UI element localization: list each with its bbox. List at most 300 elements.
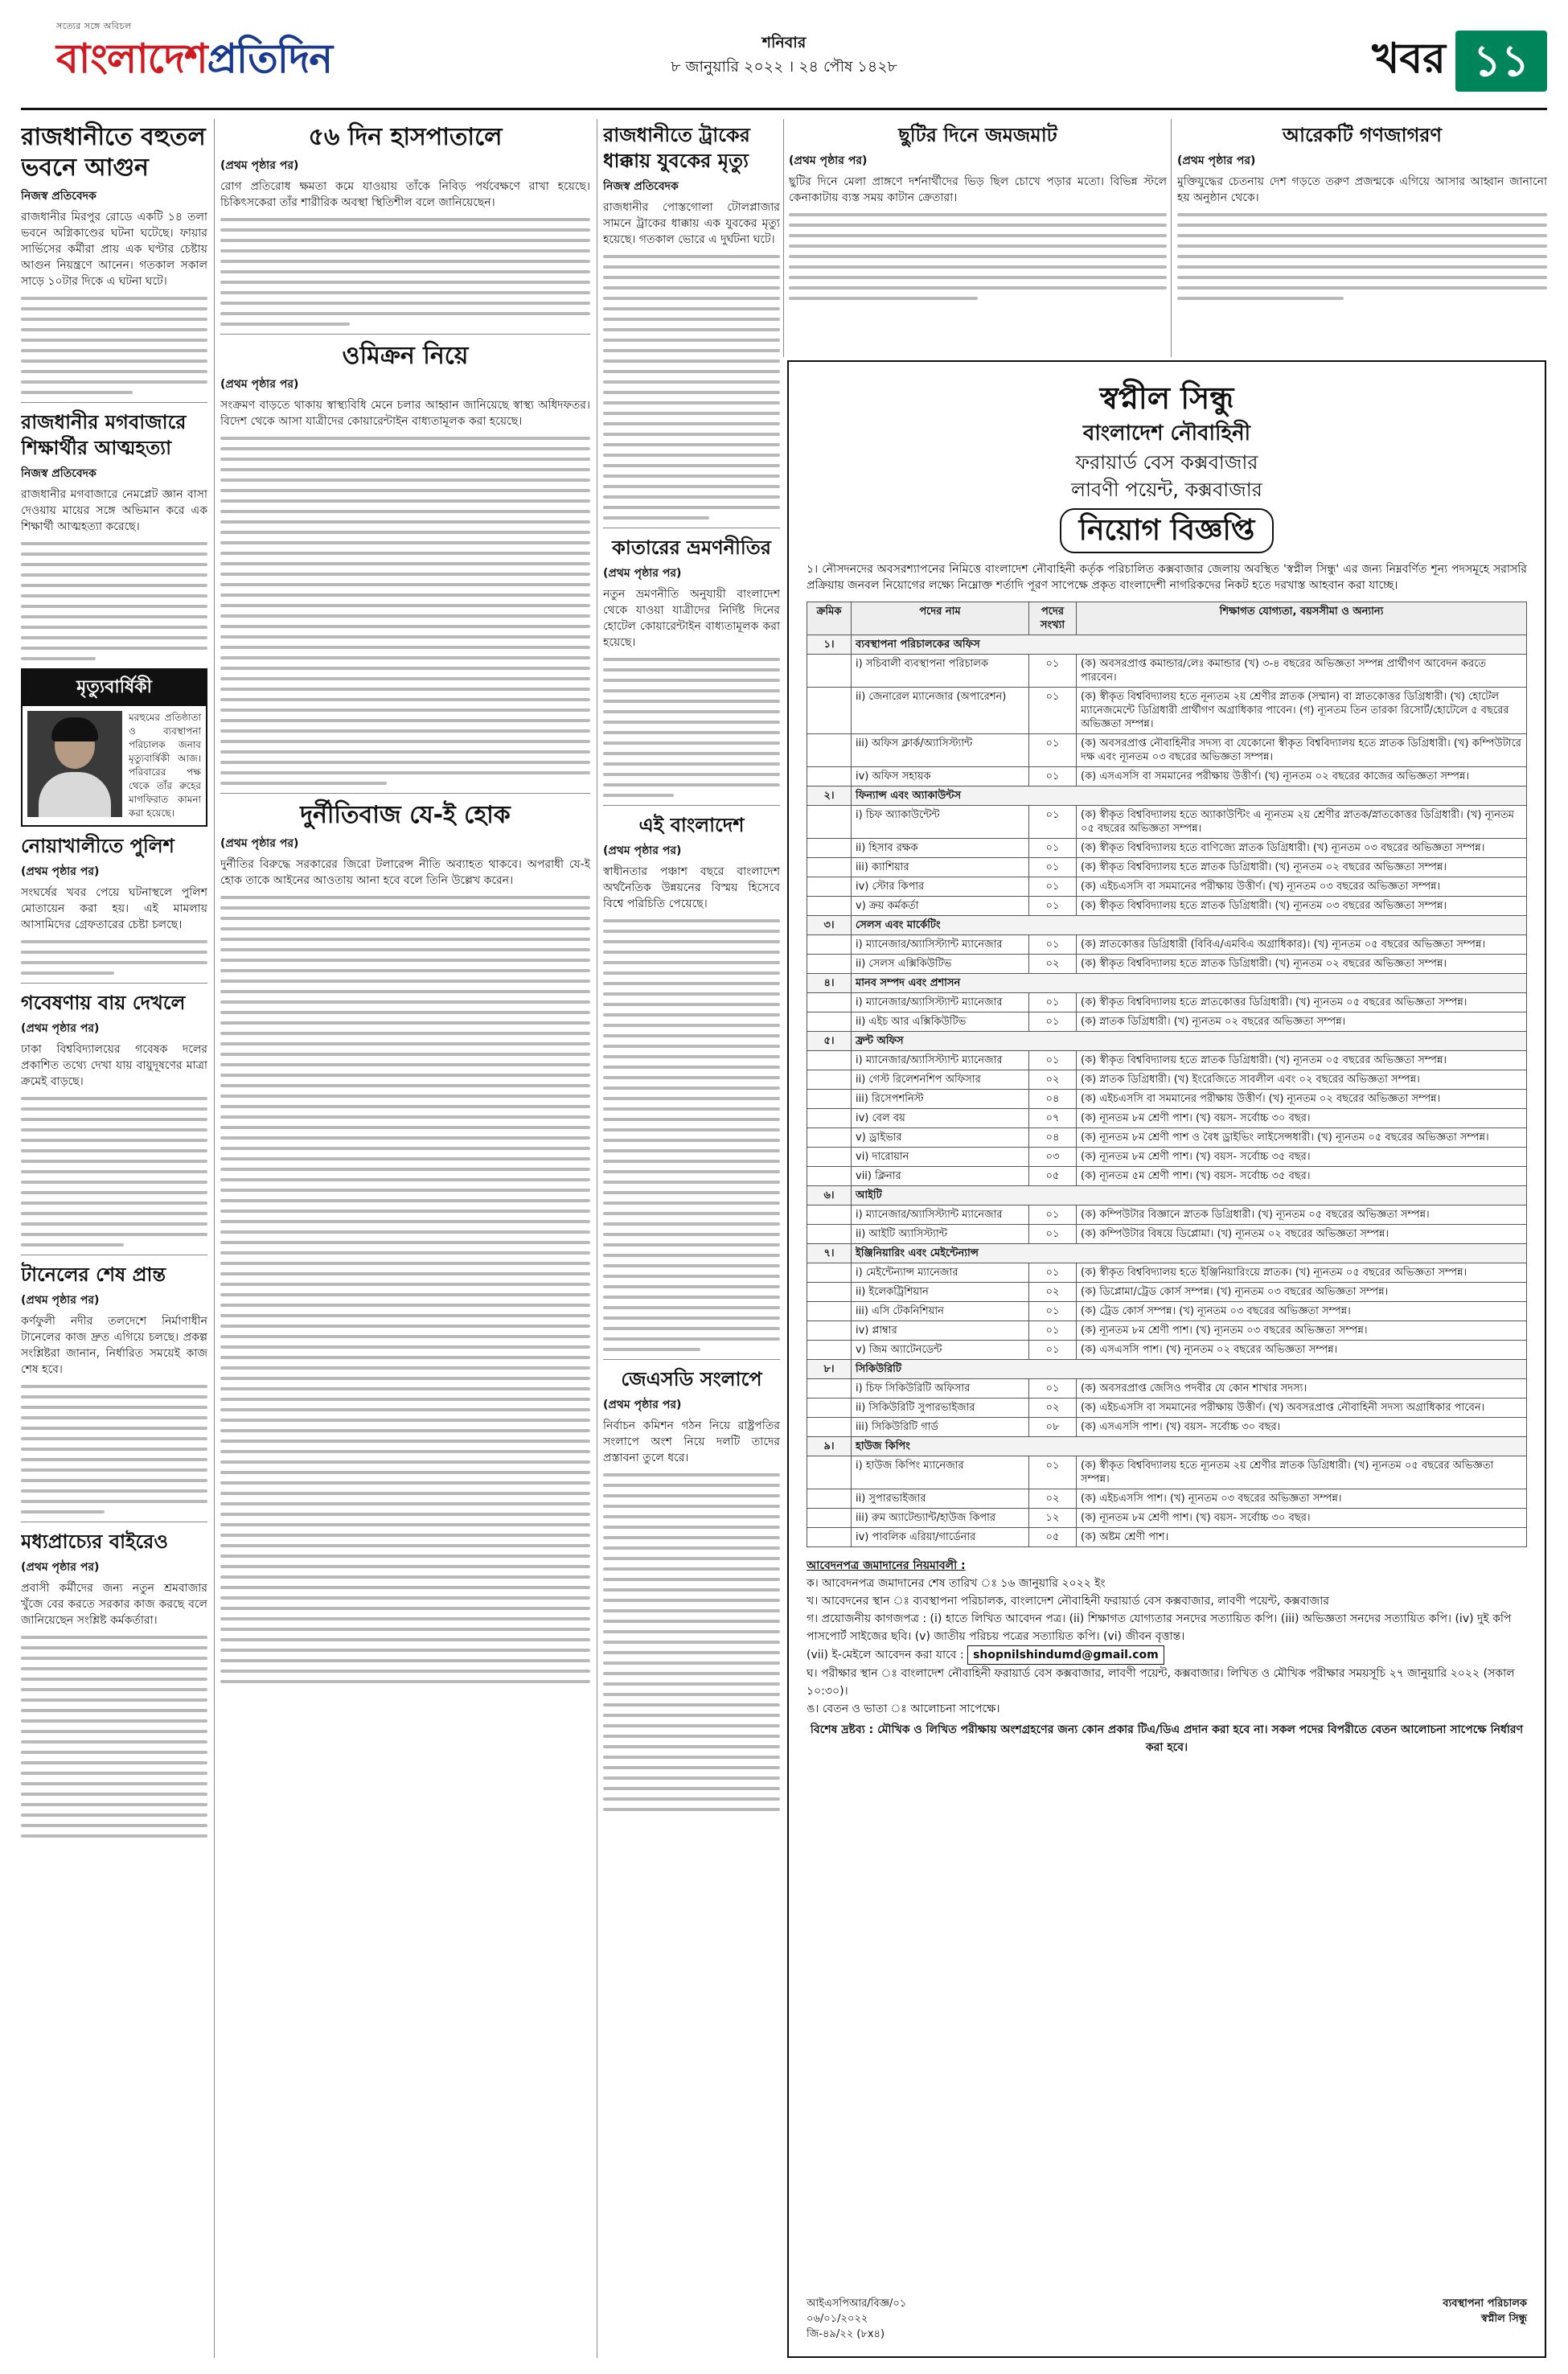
group-serial: ৮। [807,1360,852,1379]
headline: আরেকটি গণজাগরণ [1282,124,1443,146]
article-lead: নির্বাচন কমিশন গঠন নিয়ে রাষ্ট্রপতির সংলাপে অংশ নিয়ে দলটি তাদের প্রস্তাবনা তুলে ধরে। [603,1419,780,1464]
post-name: iv) বেল বয় [852,1109,1029,1128]
obituary-content [23,706,206,825]
article [21,990,207,1247]
post-name: iv) পাবলিক এরিয়া/গার্ডেনার [852,1528,1029,1547]
text-lines [603,1473,780,1811]
post-requirements: (ক) এইচএসসি বা সমমানের পরীক্ষায় উত্তীর্ণ। (খ) ন্যূনতম ০৩ বছরের অভিজ্ঞতা সম্পন্ন। [1077,877,1527,897]
post-name: ii) হিসাব রক্ষক [852,839,1029,858]
special-note: বিশেষ দ্রষ্টব্য : মৌখিক ও লিখিত পরীক্ষায় অংশগ্রহণের জন্য কোন প্রকার টিএ/ডিএ প্রদান করা হবে না। সকল পদের বিপরীতে বেতন আলোচনা সাপেক্ষে নির্ধারণ করা হবে। [810,1723,1524,1754]
group-name: আইটি [852,1186,1527,1205]
post-requirements: (ক) স্বীকৃত বিশ্ববিদ্যালয় হতে স্নাতক ডিগ্রিধারী। (খ) ন্যূনতম ০৫ বছরের অভিজ্ঞতা সম্পন্ন। [1077,1051,1527,1070]
article-lead: সংক্রমণ বাড়তে থাকায় স্বাস্থ্যবিধি মেনে চলার আহ্বান জানিয়েছে স্বাস্থ্য অধিদফতর। বিদেশ থেকে আসা যাত্রীদের কোয়ারেন্টাইন বাধ্যতামূলক করা হয়েছে। [220,399,590,428]
post-count: ০১ [1029,688,1077,734]
ad-ref-code: জি-৪৯/২২ (৮x৪) [807,2328,885,2340]
row-serial [807,1341,852,1360]
issue-date: ৮ জানুয়ারি ২০২২ । ২৪ পৌষ ১৪২৮ [671,58,897,76]
post-count: ০১ [1029,1456,1077,1489]
vacancy-row [807,1418,1527,1437]
byline: (প্রথম পৃষ্ঠার পর) [21,865,100,878]
row-serial [807,1283,852,1302]
vacancy-table-body [807,635,1527,1547]
column-2 [220,119,590,2358]
post-count: ০৮ [1029,1418,1077,1437]
vacancy-row [807,655,1527,688]
byline: (প্রথম পৃষ্ঠার পর) [220,837,299,850]
row-serial [807,1263,852,1283]
post-requirements: (ক) স্বীকৃত বিশ্ববিদ্যালয় হতে স্নাতকোত্তর ডিগ্রিধারী। (খ) ন্যূনতম ০৫ বছরের অভিজ্ঞতা সম্পন্ন। [1077,993,1527,1012]
vacancy-row [807,688,1527,734]
byline: (প্রথম পৃষ্ঠার পর) [789,154,868,167]
vacancy-table-header [807,602,1527,635]
post-count: ০১ [1029,1321,1077,1341]
vacancy-group-row [807,1360,1527,1379]
text-lines [21,940,207,975]
signatory-org: স্বপ্নীল সিন্ধু [1481,2313,1527,2325]
row-serial [807,1128,852,1148]
text-lines [789,213,1167,300]
text-lines [21,1097,207,1247]
post-name: v) ড্রাইভার [852,1128,1029,1148]
post-requirements: (ক) ডিপ্লোমা/ট্রেড কোর্স সম্পন্ন। (খ) ন্যূনতম ০৩ বছরের অভিজ্ঞতা সম্পন্ন। [1077,1283,1527,1302]
article [603,122,780,520]
post-count: ০১ [1029,858,1077,877]
post-count: ০১ [1029,1225,1077,1244]
section-name: খবর [1372,35,1446,83]
row-serial [807,839,852,858]
vacancy-row [807,839,1527,858]
row-serial [807,1109,852,1128]
post-name: ii) সুপারভাইজার [852,1489,1029,1509]
ad-org-base: ফরায়ার্ড বেস কক্সবাজার [1075,451,1258,474]
article [603,1366,780,1811]
byline: (প্রথম পৃষ্ঠার পর) [220,159,299,172]
post-name: i) ম্যানেজার/অ্যাসিস্ট্যান্ট ম্যানেজার [852,935,1029,955]
vacancy-group-row [807,916,1527,935]
row-serial [807,1070,852,1090]
vacancy-row [807,1128,1527,1148]
post-count: ০২ [1029,955,1077,974]
post-name: iii) রুম অ্যাটেন্ড্যান্ট/হাউজ কিপার [852,1509,1029,1528]
post-count: ০১ [1029,1012,1077,1032]
post-name: iii) রিসেপশনিস্ট [852,1090,1029,1109]
post-name: i) মেইন্টেন্যান্স ম্যানেজার [852,1263,1029,1283]
post-requirements: (ক) স্বীকৃত বিশ্ববিদ্যালয় হতে স্নাতক ডিগ্রিধারী। (খ) ন্যূনতম ০২ বছরের অভিজ্ঞতা সম্পন্ন। [1077,858,1527,877]
article [21,409,207,660]
post-requirements: (ক) এসএসসি পাশ। (খ) বয়স- সর্বোচ্চ ৩০ বছর। [1077,1418,1527,1437]
vacancy-row [807,1167,1527,1186]
vacancy-row [807,1051,1527,1070]
byline: (প্রথম পৃষ্ঠার পর) [1177,154,1256,167]
group-serial: ৭। [807,1244,852,1263]
row-serial [807,1379,852,1399]
row-serial [807,1148,852,1167]
post-count: ০৪ [1029,1128,1077,1148]
post-name: ii) ইলেকট্রিশিয়ান [852,1283,1029,1302]
post-requirements: (ক) স্নাতকোত্তর ডিগ্রিধারী (বিবিএ/এমবিএ অগ্রাধিকার)। (খ) ন্যূনতম ০৫ বছরের অভিজ্ঞতা সম্পন্ন। [1077,935,1527,955]
vacancy-row [807,1109,1527,1128]
post-count: ০১ [1029,734,1077,767]
post-count: ০১ [1029,1205,1077,1225]
post-count: ০১ [1029,935,1077,955]
row-serial [807,877,852,897]
logo-part-2: প্রতিদিন [207,35,333,82]
byline: (প্রথম পৃষ্ঠার পর) [603,567,682,580]
group-serial: ৬। [807,1186,852,1205]
byline: নিজস্ব প্রতিবেদক [603,180,679,193]
article-lead: রাজধানীর পোস্তগোলা টোলপ্লাজার সামনে ট্রাকের ধাক্কায় এক যুবকের মৃত্যু হয়েছে। গতকাল ভোরে এ দুর্ঘটনা ঘটে। [603,201,780,246]
article-lead: প্রবাসী কর্মীদের জন্য নতুন শ্রমবাজার খুঁজে বের করতে সরকার কাজ করছে বলে জানিয়েছেন সংশ্লিষ্ট কর্মকর্তারা। [21,1582,207,1627]
article-lead: রাজধানীর মগবাজারে নেমপ্লেট জ্ঞান বাসা দেওয়ায় মায়ের সঙ্গে অভিমান করে এক শিক্ষার্থী আত্মহত্যা করেছে। [21,488,207,533]
article [603,812,780,1351]
row-serial [807,1051,852,1070]
row-serial [807,655,852,688]
row-serial [807,955,852,974]
article [1177,122,1547,300]
row-serial [807,767,852,787]
post-name: iv) প্লাম্বার [852,1321,1029,1341]
logo-part-1: বাংলাদেশ [56,35,207,82]
post-name: ii) আইটি অ্যাসিস্ট্যান্ট [852,1225,1029,1244]
post-count: ১২ [1029,1509,1077,1528]
text-lines [21,1385,207,1514]
post-requirements: (ক) স্বীকৃত বিশ্ববিদ্যালয় হতে স্নাতক ডিগ্রিধারী। (খ) ন্যূনতম ০৩ বছরের অভিজ্ঞতা সম্পন্ন। [1077,897,1527,916]
vacancy-row [807,806,1527,839]
post-count: ০৫ [1029,1167,1077,1186]
post-requirements: (ক) স্নাতক ডিগ্রিধারী। (খ) ইংরেজিতে সাবলীল এবং ০২ বছরের অভিজ্ঞতা সম্পন্ন। [1077,1070,1527,1090]
dateline [671,31,897,79]
post-count: ০১ [1029,806,1077,839]
logo-wordmark [56,35,332,83]
signatory-title: ব্যবস্থাপনা পরিচালক [1443,2298,1527,2310]
post-count: ০৭ [1029,1109,1077,1128]
ad-ref: আইএসপিআর/বিজ্ঞ/০১ [807,2298,907,2310]
vacancy-group-row [807,635,1527,655]
group-serial: ৯। [807,1437,852,1456]
article-lead: মুক্তিযুদ্ধের চেতনায় দেশ গড়তে তরুণ প্রজন্মকে এগিয়ে আসার আহ্বান জানানো হয় অনুষ্ঠান থেকে। [1177,175,1547,204]
obituary-text: মরহুমের প্রতিষ্ঠাতা ও ব্যবস্থাপনা পরিচালক জনাব মৃত্যুবার্ষিকী আজ। পরিবারের পক্ষ থেকে তাঁর রুহের মাগফিরাত কামনা করা হয়েছে। [129,712,201,819]
text-lines [21,297,207,394]
post-requirements: (ক) অবসরপ্রাপ্ত নৌবাহিনীর সদস্য বা যেকোনো স্বীকৃত বিশ্ববিদ্যালয় হতে স্নাতক ডিগ্রিধারী। (খ) কম্পিউটারে দক্ষ এবং ন্যূনতম ০৩ বছরের অভিজ্ঞতা সম্পন্ন। [1077,734,1527,767]
ad-org-name: স্বপ্নীল সিন্ধু [1099,380,1234,416]
headline: এই বাংলাদেশ [638,814,745,836]
email-prefix: (vii) ই-মেইলে আবেদন করা যাবে : [807,1649,964,1661]
headline: গবেষণায় বায় দেখলে [21,992,186,1014]
article-lead: কর্ণফুলী নদীর তলদেশে নির্মাণাধীন টানেলের কাজ দ্রুত এগিয়ে চলছে। প্রকল্প সংশ্লিষ্টরা জানান, নির্ধারিত সময়েই কাজ শেষ হবে। [21,1315,207,1376]
masthead [21,11,1547,110]
vacancy-row [807,1399,1527,1418]
row-serial [807,806,852,839]
vacancy-row [807,1012,1527,1032]
text-lines [21,1636,207,1838]
article [220,800,590,1683]
column-3 [603,119,780,2358]
column-4 [789,119,1167,352]
article-lead: রোগ প্রতিরোধ ক্ষমতা কমে যাওয়ায় তাঁকে নিবিড় পর্যবেক্ষণে রাখা হয়েছে। চিকিৎসকেরা তাঁর শারীরিক অবস্থা স্থিতিশীল বলে জানিয়েছেন। [220,180,590,209]
ad-org-address: লাবণী পয়েন্ট, কক্সবাজার [1071,478,1262,501]
newspaper-logo [56,19,332,83]
article [21,833,207,975]
vacancy-group-row [807,787,1527,806]
post-requirements: (ক) স্বীকৃত বিশ্ববিদ্যালয় হতে স্নাতক ডিগ্রিধারী। (খ) ন্যূনতম ০২ বছরের অভিজ্ঞতা সম্পন্ন। [1077,955,1527,974]
post-name: i) চিফ সিকিউরিটি অফিসার [852,1379,1029,1399]
email-line [807,1645,1527,1665]
post-name: iii) সিকিউরিটি গার্ড [852,1418,1029,1437]
group-serial: ৩। [807,916,852,935]
article [220,122,590,326]
vacancy-row [807,877,1527,897]
header-post: পদের নাম [852,602,1029,635]
vacancy-row [807,897,1527,916]
post-requirements: (ক) এসএসসি বা সমমানের পরীক্ষায় উত্তীর্ণ। (খ) ন্যূনতম ০২ বছরের কাজের অভিজ্ঞতা সম্পন্ন। [1077,767,1527,787]
row-serial [807,1225,852,1244]
post-count: ০১ [1029,1302,1077,1321]
vacancy-row [807,1225,1527,1244]
byline: (প্রথম পৃষ্ঠার পর) [21,1294,100,1307]
headline: মধ্যপ্রাচ্যের বাইরেও [21,1530,169,1553]
post-name: ii) এইচ আর এক্সিকিউটিভ [852,1012,1029,1032]
ad-org-parent: বাংলাদেশ নৌবাহিনী [1082,421,1251,446]
article [21,122,207,394]
post-requirements: (ক) অবসরপ্রাপ্ত কমান্ডার/লেঃ কমান্ডার (খ) ৩-৪ বছরের অভিজ্ঞতা সম্পন্ন প্রার্থীগণ আবেদন করতে পারবেন। [1077,655,1527,688]
text-lines [1177,213,1547,300]
header-count: পদের সংখ্যা [1029,602,1077,635]
post-count: ০১ [1029,767,1077,787]
post-requirements: (ক) কম্পিউটার বিজ্ঞানে স্নাতক ডিগ্রিধারী। (খ) ন্যূনতম ০৫ বছরের অভিজ্ঞতা সম্পন্ন। [1077,1205,1527,1225]
group-name: ইঞ্জিনিয়ারিং এবং মেইন্টেন্যান্স [852,1244,1527,1263]
byline: (প্রথম পৃষ্ঠার পর) [603,844,682,857]
post-count: ০২ [1029,1283,1077,1302]
headline: নোয়াখালীতে পুলিশ [21,835,174,857]
row-serial [807,1528,852,1547]
logo-tagline: সত্যের সঙ্গে অবিচল [56,21,132,31]
post-requirements: (ক) স্বীকৃত বিশ্ববিদ্যালয় হতে অ্যাকাউন্টিং এ ন্যূনতম ২য় শ্রেণীর স্নাতক/স্নাতকোত্তর ডিগ্রিধারী। (খ) ন্যূনতম ০৫ বছরের অভিজ্ঞতা সম্পন্ন। [1077,806,1527,839]
post-requirements: (ক) ন্যূনতম ৫ম শ্রেণী পাশ। (খ) বয়স- সর্বোচ্চ ৩৫ বছর। [1077,1167,1527,1186]
headline: ওমিক্রন নিয়ে [342,342,469,370]
post-count: ০১ [1029,655,1077,688]
ad-references [807,2296,906,2342]
application-terms [807,1557,1527,1756]
group-serial: ১। [807,635,852,655]
post-name: i) চিফ অ্যাকাউন্টেন্ট [852,806,1029,839]
divider [220,793,590,794]
vacancy-row [807,1263,1527,1283]
post-requirements: (ক) ন্যূনতম ৮ম শ্রেণী পাশ ও বৈধ ড্রাইভিং লাইসেন্সধারী। (খ) ন্যূনতম ০৫ বছরের অভিজ্ঞতা সম্পন্ন। [1077,1128,1527,1148]
group-name: মানব সম্পদ এবং প্রশাসন [852,974,1527,993]
section-header [1372,26,1547,96]
ad-title: নিয়োগ বিজ্ঞপ্তি [1060,508,1275,553]
column-1 [21,119,207,2358]
article [21,1262,207,1514]
text-lines [220,218,590,326]
terms-title: আবেদনপত্র জমাদানের নিয়মাবলী : [807,1559,966,1572]
salary-note: ঙ। বেতন ও ভাতা ঃ আলোচনা সাপেক্ষে। [807,1702,1000,1715]
post-requirements: (ক) ন্যূনতম ৮ম শ্রেণী পাশ। (খ) বয়স- সর্বোচ্চ ৩০ বছর। [1077,1509,1527,1528]
group-name: ফ্রন্ট অফিস [852,1032,1527,1051]
row-serial [807,1012,852,1032]
email-address[interactable]: shopnilshindumd@gmail.com [967,1645,1164,1665]
vacancy-row [807,767,1527,787]
vacancy-table [807,602,1527,1547]
exam-note: ঘ। পরীক্ষার স্থান ঃ বাংলাদেশ নৌবাহিনী ফরায়ার্ড বেস কক্সবাজার, লাবণী পয়েন্ট, কক্সবাজার। লিখিত ও মৌখিক পরীক্ষার সময়সূচি ২৭ জানুয়ারি ২০২২ (সকাল ১০:৩০)। [807,1667,1515,1698]
row-serial [807,1302,852,1321]
row-serial [807,858,852,877]
post-count: ০১ [1029,897,1077,916]
row-serial [807,1489,852,1509]
column-rule [214,119,215,2358]
post-name: i) ম্যানেজার/অ্যাসিস্ট্যান্ট ম্যানেজার [852,1205,1029,1225]
divider [21,402,207,403]
post-requirements: (ক) এইচএসসি পাশ। (খ) ন্যূনতম ০৩ বছরের অভিজ্ঞতা সম্পন্ন। [1077,1489,1527,1509]
byline: (প্রথম পৃষ্ঠার পর) [21,1561,100,1574]
terms-item: খ। আবেদনের স্থান ঃ ব্যবস্থাপনা পরিচালক, বাংলাদেশ নৌবাহিনী ফরায়ার্ড বেস কক্সবাজার, লাবণী পয়েন্ট, কক্সবাজার [807,1595,1329,1608]
terms-item: ক। আবেদনপত্র জমাদানের শেষ তারিখ ঃ ১৬ জানুয়ারি ২০২২ ইং [807,1577,1106,1590]
article-lead: সংঘর্ষের খবর পেয়ে ঘটনাস্থলে পুলিশ মোতায়েন করা হয়। এই মামলায় আসামিদের গ্রেফতারের চেষ্টা চলছে। [21,886,207,931]
post-name: ii) জেনারেল ম্যানেজার (অপারেশন) [852,688,1029,734]
row-serial [807,993,852,1012]
post-requirements: (ক) স্বীকৃত বিশ্ববিদ্যালয় হতে ইঞ্জিনিয়ারিংয়ে স্নাতক। (খ) ন্যূনতম ০৫ বছরের অভিজ্ঞতা সম্পন্ন। [1077,1263,1527,1283]
obituary-notice [21,668,207,827]
divider [603,1359,780,1360]
vacancy-row [807,1070,1527,1090]
post-name: iv) অফিস সহায়ক [852,767,1029,787]
post-requirements: (ক) স্বীকৃত বিশ্ববিদ্যালয় হতে নূন্যতম ২য় শ্রেণীর স্নাতক (সম্মান) বা স্নাতকোত্তর ডিগ্রিধারী। (খ) হোটেল ম্যানেজমেন্টে ডিগ্রিধারী প্রার্থীগণ অগ্রাধিকার পাবেন। (গ) ন্যূনতম তিন তারকা রিসোর্ট/হোটেলে ৫ বছরের অভিজ্ঞতা সম্পন্ন। [1077,688,1527,734]
post-requirements: (ক) ন্যূনতম ৮ম শ্রেণী পাশ। (খ) ন্যূনতম ০৩ বছরের অভিজ্ঞতা সম্পন্ন। [1077,1321,1527,1341]
row-serial [807,1321,852,1341]
post-requirements: (ক) অষ্টম শ্রেণী পাশ। [1077,1528,1527,1547]
post-requirements: (ক) এইচএসসি বা সমমানের পরীক্ষায় উত্তীর্ণ। (খ) ন্যূনতম ০২ বছরের অভিজ্ঞতা সম্পন্ন। [1077,1090,1527,1109]
vacancy-row [807,1509,1527,1528]
ad-signature [1443,2296,1527,2342]
headline: রাজধানীতে বহুতল ভবনে আগুন [21,123,206,182]
article-lead: স্বাধীনতার পঞ্চাশ বছরে বাংলাদেশ অর্থনৈতিক উন্নয়নের বিস্ময় হিসেবে বিশ্বে পরিচিতি পেয়েছে। [603,865,780,910]
vacancy-row [807,1341,1527,1360]
text-lines [21,542,207,660]
row-serial [807,1509,852,1528]
post-requirements: (ক) কম্পিউটার বিষয়ে ডিপ্লোমা। (খ) ন্যূনতম ০২ বছরের অভিজ্ঞতা সম্পন্ন। [1077,1225,1527,1244]
article-lead: ছুটির দিনে মেলা প্রাঙ্গণে দর্শনার্থীদের ভিড় ছিল চোখে পড়ার মতো। বিভিন্ন স্টলে কেনাকাটায় ব্যস্ত সময় কাটান ক্রেতারা। [789,175,1167,204]
post-name: i) ম্যানেজার/অ্যাসিস্ট্যান্ট ম্যানেজার [852,993,1029,1012]
post-name: v) ক্রয় কর্মকর্তা [852,897,1029,916]
obituary-title: মৃত্যুবার্ষিকী [23,670,206,706]
headline: ৫৬ দিন হাসপাতালে [308,123,503,151]
header-serial: ক্রমিক [807,602,852,635]
row-serial [807,1418,852,1437]
vacancy-row [807,1148,1527,1167]
group-name: ফিন্যান্স এবং অ্যাকাউন্টস [852,787,1527,806]
group-serial: ২। [807,787,852,806]
column-rule [783,119,784,357]
article [789,122,1167,300]
post-name: ii) সিকিউরিটি সুপারভাইজার [852,1399,1029,1418]
text-lines [603,255,780,520]
group-name: হাউজ কিপিং [852,1437,1527,1456]
post-requirements: (ক) এইচএসসি বা সমমানের পরীক্ষায় উত্তীর্ণ। (খ) অবসরপ্রাপ্ত নৌবাহিনী সদস্য অগ্রাধিকার পাবেন। [1077,1399,1527,1418]
group-name: সেলস এবং মার্কেটিং [852,916,1527,935]
post-count: ০১ [1029,877,1077,897]
vacancy-row [807,955,1527,974]
post-requirements: (ক) অবসরপ্রাপ্ত জেসিও পদবীর যে কোন শাখার সদস্য। [1077,1379,1527,1399]
vacancy-group-row [807,1032,1527,1051]
row-serial [807,1090,852,1109]
group-serial: ৪। [807,974,852,993]
post-requirements: (ক) স্বীকৃত বিশ্ববিদ্যালয় হতে বাণিজ্যে স্নাতক ডিগ্রিধারী। (খ) ন্যূনতম ০৩ বছরের অভিজ্ঞতা সম্পন্ন। [1077,839,1527,858]
article [603,535,780,797]
recruitment-advertisement [787,360,1546,2358]
text-lines [603,658,780,797]
divider [21,983,207,984]
article-lead: রাজধানীর মিরপুর রোডে একটি ১৪ তলা ভবনে অগ্নিকাণ্ডের ঘটনা ঘটেছে। ফায়ার সার্ভিসের কর্মীরা প্রায় এক ঘণ্টার চেষ্টায় আগুন নিয়ন্ত্রণে আনেন। গতকাল সকাল সাড়ে ১০টার দিকে এ ঘটনা ঘটে। [21,211,207,288]
header-requirements: শিক্ষাগত যোগ্যতা, বয়সসীমা ও অন্যান্য [1077,602,1527,635]
portrait-photo [27,711,122,817]
ad-footer [807,2296,1527,2342]
headline: টানেলের শেষ প্রান্ত [21,1263,166,1286]
article-lead: দুর্নীতির বিরুদ্ধে সরকারের জিরো টলারেন্স নীতি অব্যাহত থাকবে। অপরাধী যে-ই হোক তাকে আইনের আওতায় আনা হবে বলে তিনি উল্লেখ করেন। [220,858,590,887]
article-lead: নতুন ভ্রমণনীতি অনুযায়ী বাংলাদেশ থেকে যাওয়া যাত্রীদের নির্দিষ্ট দিনের হোটেল কোয়ারেন্টাইন বাধ্যতামূলক করা হয়েছে। [603,588,780,649]
post-name: iv) স্টোর কিপার [852,877,1029,897]
post-requirements: (ক) এসএসসি পাশ। (খ) ন্যূনতম ০২ বছরের অভিজ্ঞতা সম্পন্ন। [1077,1341,1527,1360]
post-count: ০১ [1029,993,1077,1012]
headline: জেএসডি সংলাপে [621,1368,762,1390]
post-name: iii) এসি টেকনিশিয়ান [852,1302,1029,1321]
row-serial [807,897,852,916]
byline: (প্রথম পৃষ্ঠার পর) [21,1022,100,1035]
post-count: ০১ [1029,1263,1077,1283]
post-requirements: (ক) স্বীকৃত বিশ্ববিদ্যালয় হতে ন্যূনতম ২য় শ্রেণীর স্নাতক ডিগ্রিধারী। (খ) ন্যূনতম ০৫ বছরের অভিজ্ঞতা সম্পন্ন। [1077,1456,1527,1489]
post-name: ii) গেস্ট রিলেশনশিপ অফিসার [852,1070,1029,1090]
vacancy-row [807,1456,1527,1489]
group-name: সিকিউরিটি [852,1360,1527,1379]
text-lines [220,896,590,1683]
post-requirements: (ক) ন্যূনতম ৮ম শ্রেণী পাশ। (খ) বয়স- সর্বোচ্চ ৩০ বছর। [1077,1109,1527,1128]
vacancy-row [807,1302,1527,1321]
post-requirements: (ক) স্নাতক ডিগ্রিধারী। (খ) ন্যূনতম ০২ বছরের অভিজ্ঞতা সম্পন্ন। [1077,1012,1527,1032]
page-number: ১১ [1455,31,1547,92]
vacancy-row [807,1321,1527,1341]
post-requirements: (ক) ট্রেড কোর্স সম্পন্ন। (খ) ন্যূনতম ০৩ বছরের অভিজ্ঞতা সম্পন্ন। [1077,1302,1527,1321]
vacancy-row [807,1379,1527,1399]
vacancy-row [807,1090,1527,1109]
post-count: ০২ [1029,1399,1077,1418]
byline: (প্রথম পৃষ্ঠার পর) [603,1399,682,1411]
headline: রাজধানীর মগবাজারে শিক্ষার্থীর আত্মহত্যা [21,411,187,459]
post-count: ০১ [1029,1341,1077,1360]
news-columns [21,119,1547,2358]
article-lead: ঢাকা বিশ্ববিদ্যালয়ের গবেষক দলের প্রকাশিত তথ্যে দেখা যায় বায়ুদূষণের মাত্রা ক্রমেই বাড়ছে। [21,1043,207,1088]
row-serial [807,1456,852,1489]
byline: নিজস্ব প্রতিবেদক [21,467,96,480]
post-name: ii) সেলস এক্সিকিউটিভ [852,955,1029,974]
headline: কাতারের ভ্রমণনীতির [612,536,771,559]
divider [603,805,780,806]
vacancy-group-row [807,1186,1527,1205]
row-serial [807,935,852,955]
text-lines [220,437,590,785]
divider [220,334,590,335]
post-count: ০২ [1029,1489,1077,1509]
headline: ছুটির দিনে জমজমাট [898,124,1057,146]
vacancy-group-row [807,1437,1527,1456]
post-count: ০১ [1029,1379,1077,1399]
vacancy-row [807,1528,1527,1547]
post-count: ০১ [1029,839,1077,858]
column-rule [1171,119,1172,357]
ad-intro: ১। নৌসদনদের অবসরশ্যাপনের নিমিত্তে বাংলাদেশ নৌবাহিনী কর্তৃক পরিচালিত কক্সবাজার জেলায় অবস্থিত 'স্বপ্নীল সিন্ধু' এর জন্য নিম্নবর্ণিত শূন্য পদসমূহে সরাসরি প্রক্রিয়ায় জনবল নিয়োগের লক্ষ্যে নিম্নোক্ত শর্তাদি পূরণ সাপেক্ষে প্রকৃত বাংলাদেশী নাগরিকদের নিকট হতে দরখাস্ত আহবান করা যাচ্ছে। [807,563,1527,592]
group-name: ব্যবস্থাপনা পরিচালকের অফিস [852,635,1527,655]
column-5 [1177,119,1547,352]
post-requirements: (ক) ন্যূনতম ৮ম শ্রেণী পাশ। (খ) বয়স- সর্বোচ্চ ৩৫ বছর। [1077,1148,1527,1167]
vacancy-group-row [807,974,1527,993]
